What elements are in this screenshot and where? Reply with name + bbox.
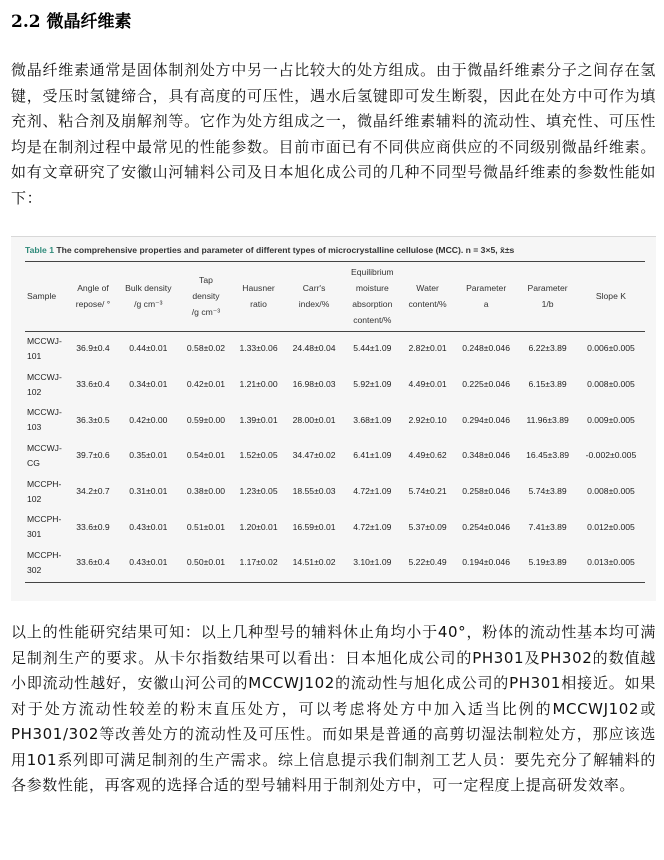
table-row [25, 438, 645, 474]
table-cell: 4.72±1.09 [353, 486, 392, 497]
table-cell: 0.012±0.005 [587, 521, 635, 532]
column-header [117, 261, 180, 331]
column-header-line: Parameter [527, 283, 568, 293]
conclusion-paragraph: 以上的性能研究结果可知：以上几种型号的辅料休止角均小于40°，粉体的流动性基本均可满足制剂生产的要求。从卡尔指数结果可以看出：日本旭化成公司的PH301及PH302的数值越小即流动性越好，安徽山河公司的MCCWJ102的流动性与旭化成公司的PH301相接近。如果对于处方流动性较差的粉末直压处方，可以考虑将处方中加入适当比例的MCCWJ102或PH301/302等改善处方的流动性及可压性。而如果是普通的高剪切湿法制粒处方，那应该选用101系列即可满足制剂的生产需求。综上信息提示我们制剂工艺人员：要先充分了解辅料的各参数性能，再客观的选择合适的型号辅料用于制剂处方中，可一定程度上提高研发效率。 [11, 623, 656, 794]
column-header [69, 261, 117, 331]
table-cell: 16.45±3.89 [526, 450, 570, 461]
table-cell: 5.92±1.09 [353, 379, 392, 390]
table-cell: 14.51±0.02 [292, 557, 336, 568]
sample-name-line: MCCWJ- [27, 442, 62, 453]
table-cell: 0.58±0.02 [186, 343, 226, 354]
table-cell: 39.7±0.6 [76, 450, 110, 461]
sample-cell [25, 545, 69, 581]
table-cell: 0.42±0.00 [129, 414, 168, 425]
sample-cell [25, 367, 69, 403]
sample-cell [25, 474, 69, 510]
table-row [25, 331, 645, 367]
column-header-line: a [483, 299, 489, 309]
table-cell: 1.33±0.06 [239, 343, 278, 354]
table-cell: 3.68±1.09 [353, 414, 392, 425]
table-cell: 5.22±0.49 [408, 557, 447, 568]
sample-name-line: MCCPH- [27, 549, 62, 560]
table-cell: 0.35±0.01 [129, 450, 168, 461]
sample-name-line: CG [27, 457, 40, 468]
sample-cell [25, 402, 69, 438]
table-cell: 16.98±0.03 [292, 379, 336, 390]
table-cell: 6.41±1.09 [353, 450, 392, 461]
column-header [577, 261, 645, 331]
table-cell: 0.013±0.005 [587, 557, 635, 568]
column-header [25, 261, 69, 331]
column-header-line: content/% [353, 315, 392, 325]
table-cell: 0.248±0.046 [462, 343, 510, 354]
table-cell: 4.49±0.01 [408, 379, 447, 390]
column-header [401, 261, 454, 331]
sample-name-line: MCCPH- [27, 478, 62, 489]
table-row [25, 367, 645, 403]
table-cell: 0.194±0.046 [462, 557, 510, 568]
table-cell: 0.43±0.01 [129, 557, 168, 568]
table-cell: 5.74±3.89 [528, 486, 567, 497]
column-header [180, 261, 233, 331]
table-cell: 0.42±0.01 [186, 379, 226, 390]
table-cell: 2.82±0.01 [408, 343, 447, 354]
table-cell: 0.38±0.00 [186, 486, 226, 497]
table-cell: 33.6±0.4 [76, 557, 110, 568]
table-cell: 1.23±0.05 [239, 486, 278, 497]
table-cell: 16.59±0.01 [292, 521, 336, 532]
column-header-line: /g cm⁻³ [134, 299, 163, 309]
table-cell: 0.34±0.01 [129, 379, 168, 390]
table-row [25, 402, 645, 438]
table-cell: 6.22±3.89 [528, 343, 567, 354]
column-header-line: Hausner [242, 283, 275, 293]
table-cell: 3.10±1.09 [353, 557, 392, 568]
column-header-line: Angle of [77, 283, 109, 293]
table-cell: 0.43±0.01 [129, 521, 168, 532]
column-header-line: density [192, 291, 220, 301]
table-cell: -0.002±0.005 [585, 450, 637, 461]
column-header-line: content/% [408, 299, 447, 309]
table-cell: 34.2±0.7 [76, 486, 110, 497]
table-cell: 5.19±3.89 [528, 557, 567, 568]
sample-name-line: 103 [27, 422, 42, 433]
sample-cell [25, 438, 69, 474]
table-cell: 5.74±0.21 [408, 486, 447, 497]
table-cell: 1.17±0.02 [239, 557, 278, 568]
table-body [25, 331, 645, 581]
table-cell: 0.348±0.046 [462, 450, 510, 461]
table-cell: 1.52±0.05 [239, 450, 278, 461]
table-cell: 1.20±0.01 [239, 521, 278, 532]
sample-name-line: 101 [27, 350, 42, 361]
column-header-line: Carr's [302, 283, 326, 293]
column-header-line: repose/ ° [75, 299, 111, 309]
column-header-line: ratio [250, 299, 267, 309]
table-cell: 6.15±3.89 [528, 379, 567, 390]
column-header-line: moisture [355, 283, 389, 293]
column-header-line: Parameter [466, 283, 507, 293]
column-header-line: /g cm⁻³ [191, 307, 221, 317]
table-cell: 0.258±0.046 [462, 486, 510, 497]
section-heading: 2.2 微晶纤维素 [11, 12, 132, 32]
table-cell: 0.50±0.01 [186, 557, 226, 568]
table-cell: 0.225±0.046 [462, 379, 510, 390]
mcc-table [25, 261, 645, 581]
column-header-line: index/% [298, 299, 330, 309]
sample-name-line: MCCWJ- [27, 335, 62, 346]
table-caption [25, 245, 645, 255]
sample-name-line: MCCPH- [27, 514, 62, 525]
table-cell: 34.47±0.02 [292, 450, 336, 461]
table-cell: 0.31±0.01 [129, 486, 168, 497]
table-row [25, 509, 645, 545]
table-cell: 33.6±0.9 [76, 521, 110, 532]
column-header-line: 1/b [541, 299, 554, 309]
table-cell: 4.49±0.62 [408, 450, 447, 461]
table-cell: 5.44±1.09 [353, 343, 392, 354]
table-cell: 24.48±0.04 [292, 343, 336, 354]
table-cell: 36.9±0.4 [76, 343, 110, 354]
column-header [343, 261, 401, 331]
table-cell: 7.41±3.89 [528, 521, 567, 532]
table-cell: 0.006±0.005 [587, 343, 635, 354]
sample-name-line: 102 [27, 386, 42, 397]
table-cell: 28.00±0.01 [292, 414, 336, 425]
intro-paragraph: 微晶纤维素通常是固体制剂处方中另一占比较大的处方组成。由于微晶纤维素分子之间存在氢键，受压时氢键缔合，具有高度的可压性，遇水后氢键即可发生断裂，因此在处方中可作为填充剂、粘合剂及崩解剂等。它作为处方组成之一，微晶纤维素辅料的流动性、填充性、可压性均是在制剂过程中最常见的性能参数。目前市面已有不同供应商供应的不同级别微晶纤维素。如有文章研究了安徽山河辅料公司及日本旭化成公司的几种不同型号微晶纤维素的参数性能如下： [11, 61, 656, 207]
sample-name-line: MCCWJ- [27, 371, 62, 382]
column-header [518, 261, 577, 331]
sample-cell [25, 509, 69, 545]
table-header-row [25, 261, 645, 331]
table-row [25, 545, 645, 581]
table-cell: 0.44±0.01 [129, 343, 168, 354]
column-header [232, 261, 285, 331]
table-label: Table 1 [25, 245, 54, 255]
table-cell: 0.254±0.046 [462, 521, 510, 532]
table-cell: 1.21±0.00 [239, 379, 278, 390]
column-header [454, 261, 518, 331]
column-header-line: Equilibrium [351, 267, 394, 277]
table-cell: 0.59±0.00 [186, 414, 226, 425]
column-header-line: Tap [199, 275, 213, 285]
table-caption-text: The comprehensive properties and parameter of different types of microcrystalline cellulose (MCC). n = 3×5, x̄±s [56, 245, 515, 255]
column-header-line: absorption [352, 299, 393, 309]
sample-name-line: 302 [27, 564, 42, 575]
sample-cell [25, 331, 69, 367]
table-cell: 36.3±0.5 [76, 414, 110, 425]
table-cell: 1.39±0.01 [239, 414, 278, 425]
table-cell: 33.6±0.4 [76, 379, 110, 390]
sample-name-line: 102 [27, 493, 42, 504]
table-cell: 0.51±0.01 [186, 521, 226, 532]
column-header [285, 261, 344, 331]
table-cell: 18.55±0.03 [292, 486, 336, 497]
table-bottom-rule [25, 582, 645, 583]
table-cell: 0.009±0.005 [587, 414, 635, 425]
sample-name-line: 301 [27, 529, 42, 540]
table-cell: 11.96±3.89 [526, 414, 569, 425]
sample-name-line: MCCWJ- [27, 407, 62, 418]
table-cell: 2.92±0.10 [408, 414, 447, 425]
table-cell: 0.008±0.005 [587, 379, 635, 390]
table-cell: 0.008±0.005 [587, 486, 635, 497]
table-row [25, 474, 645, 510]
table-cell: 0.294±0.046 [462, 414, 510, 425]
table-cell: 4.72±1.09 [353, 521, 392, 532]
column-header-line: Sample [27, 291, 57, 301]
table-cell: 0.54±0.01 [186, 450, 226, 461]
column-header-line: Bulk density [125, 283, 172, 293]
table-cell: 5.37±0.09 [408, 521, 447, 532]
mcc-properties-table-image [11, 236, 656, 601]
column-header-line: Water [416, 283, 439, 293]
column-header-line: Slope K [595, 291, 626, 301]
